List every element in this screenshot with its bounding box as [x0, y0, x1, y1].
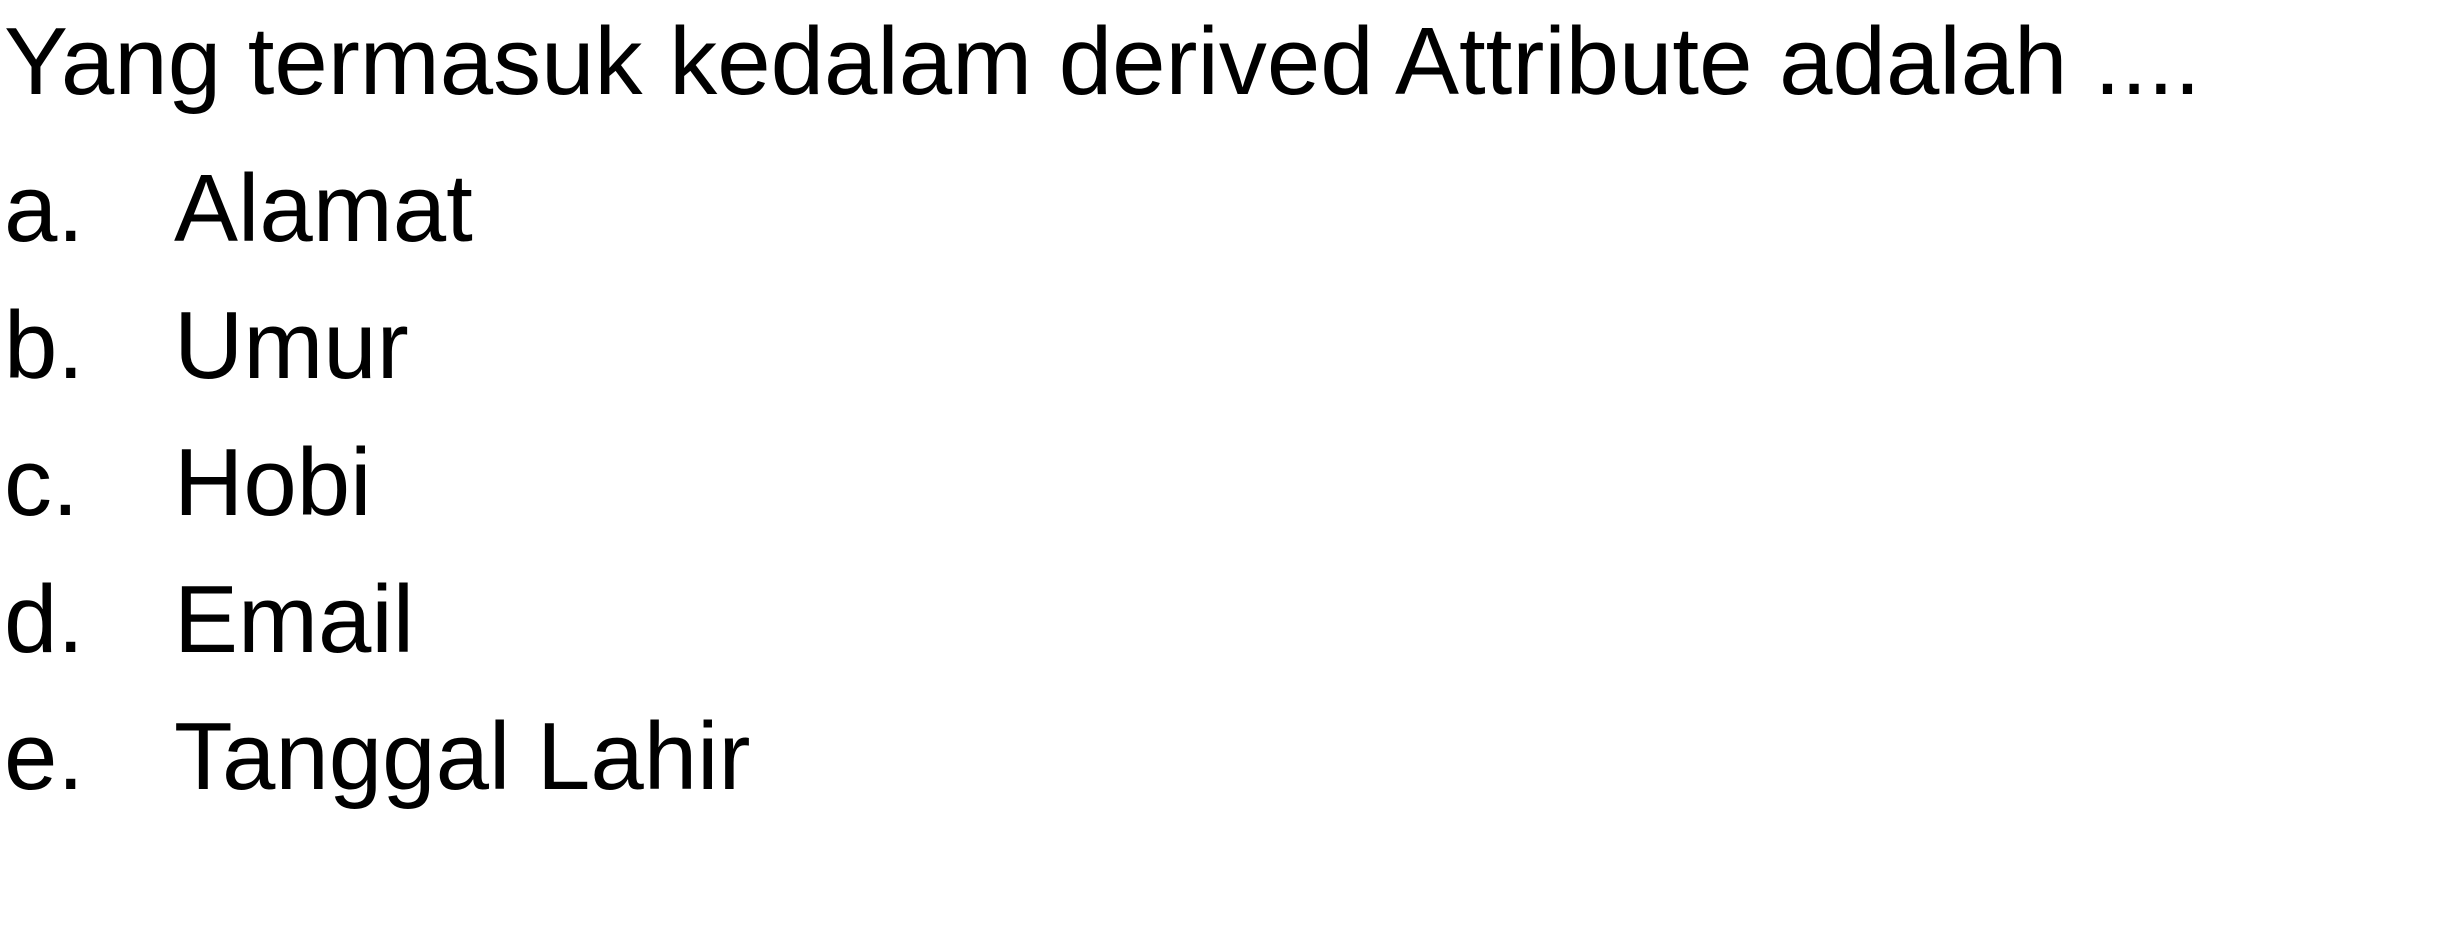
- question-text: Yang termasuk kedalam derived Attribute adalah ....: [4, 8, 2201, 115]
- option-letter: e.: [4, 703, 85, 810]
- option-letter: b.: [4, 292, 85, 399]
- answer-option-a: [4, 140, 750, 277]
- option-letter: c.: [4, 429, 79, 536]
- option-text: Email: [174, 566, 415, 673]
- answer-option-e: [4, 688, 750, 825]
- answer-option-c: [4, 414, 750, 551]
- option-letter: a.: [4, 155, 85, 262]
- answer-option-d: [4, 551, 750, 688]
- option-text: Hobi: [174, 429, 372, 536]
- option-text: Umur: [174, 292, 409, 399]
- option-text: Alamat: [174, 155, 473, 262]
- option-letter: d.: [4, 566, 85, 673]
- option-text: Tanggal Lahir: [174, 703, 751, 810]
- answer-option-b: [4, 277, 750, 414]
- answer-options-list: [4, 140, 750, 825]
